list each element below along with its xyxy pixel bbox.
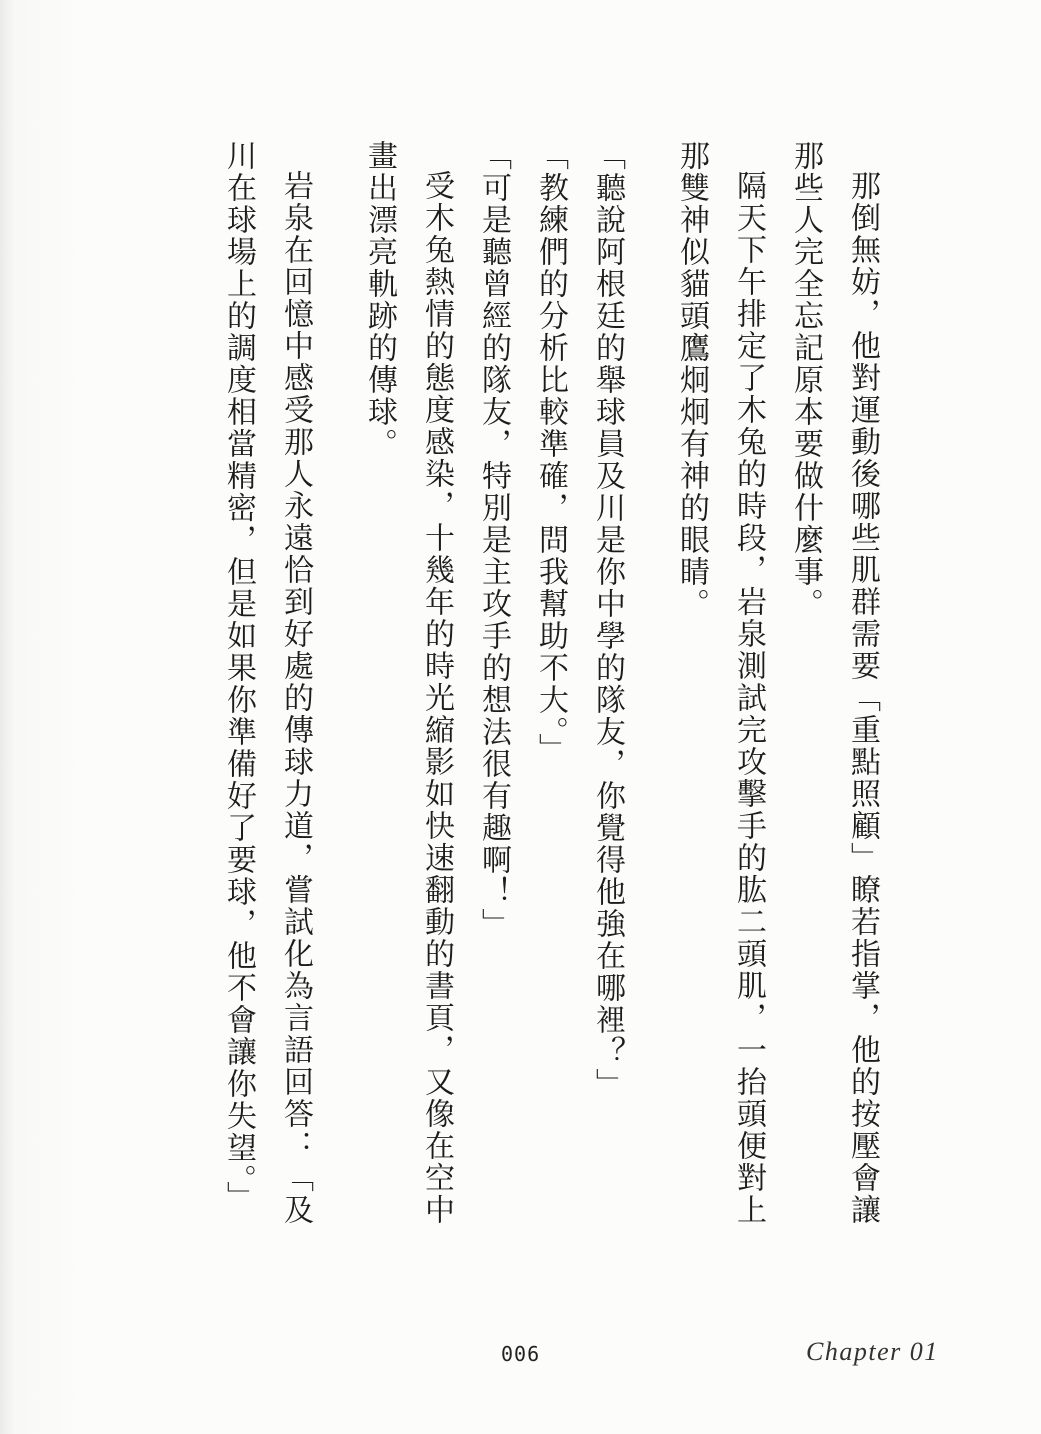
- paragraph: 受木兔熱情的態度感染，十幾年的時光縮影如快速翻動的書頁，又像在空中畫出漂亮軌跡的傳球。: [362, 140, 454, 1226]
- page-number: 006: [501, 1342, 541, 1366]
- dialogue-line: 「聽說阿根廷的舉球員及川是你中學的隊友，你覺得他強在哪裡？」: [590, 140, 625, 1100]
- chapter-label: Chapter 01: [806, 1337, 939, 1366]
- dialogue-line: 「可是聽曾經的隊友，特別是主攻手的想法很有趣啊！」: [476, 140, 511, 940]
- dialogue-line: 「教練們的分析比較準確，問我幫助不大。」: [533, 140, 568, 765]
- page-spine-shadow: [0, 0, 14, 1434]
- body-text: [210, 140, 891, 1240]
- paragraph: 岩泉在回憶中感受那人永遠恰到好處的傳球力道，嘗試化為言語回答：「及川在球場上的調度相當精密，但是如果你準備好了要球，他不會讓你失望。」: [221, 140, 313, 1226]
- paragraph: 那倒無妨，他對運動後哪些肌群需要「重點照顧」瞭若指掌，他的按壓會讓那些人完全忘記原本要做什麼事。: [788, 140, 880, 1226]
- paragraph: 隔天下午排定了木兔的時段，岩泉測試完攻擊手的肱二頭肌，一抬頭便對上那雙神似貓頭鷹炯炯有神的眼睛。: [674, 140, 766, 1226]
